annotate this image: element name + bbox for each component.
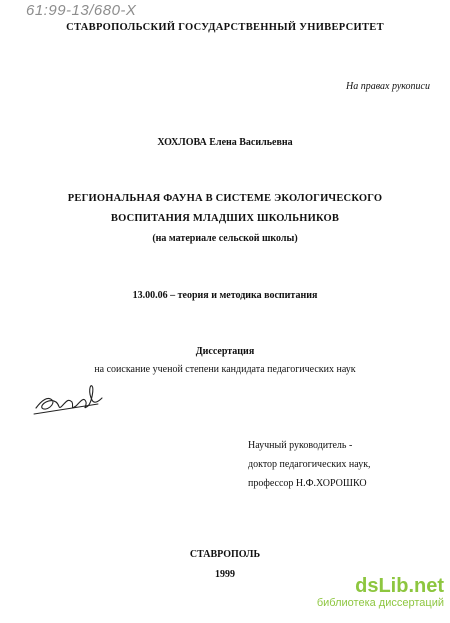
watermark-brand: dsLib.net <box>355 575 444 597</box>
supervisor-line-1: Научный руководитель - <box>248 440 353 451</box>
supervisor-line-2: доктор педагогических наук, <box>248 459 371 470</box>
specialty-code: 13.00.06 – теория и методика воспитания <box>132 290 318 301</box>
city: СТАВРОПОЛЬ <box>189 549 261 560</box>
dissertation-subtitle: (на материале сельской школы) <box>152 233 298 244</box>
degree-statement: на соискание ученой степени кандидата педагогических наук <box>94 364 356 375</box>
year: 1999 <box>215 569 235 580</box>
dslib-watermark <box>317 576 444 610</box>
handwritten-signature <box>32 378 112 420</box>
dissertation-title-line-2: ВОСПИТАНИЯ МЛАДШИХ ШКОЛЬНИКОВ <box>110 213 340 224</box>
dissertation-title-line-1: РЕГИОНАЛЬНАЯ ФАУНА В СИСТЕМЕ ЭКОЛОГИЧЕСКОГО <box>67 193 383 204</box>
university-name: СТАВРОПОЛЬСКИЙ ГОСУДАРСТВЕННЫЙ УНИВЕРСИТЕТ <box>66 22 384 33</box>
archive-stamp: 61:99-13/680-X <box>26 2 137 19</box>
document-type: Диссертация <box>195 346 255 357</box>
manuscript-rights-note: На правах рукописи <box>346 81 430 92</box>
watermark-tagline: библиотека диссертаций <box>316 597 444 609</box>
author-name: ХОХЛОВА Елена Васильевна <box>157 137 293 148</box>
supervisor-line-3: профессор Н.Ф.ХОРОШКО <box>248 478 367 489</box>
